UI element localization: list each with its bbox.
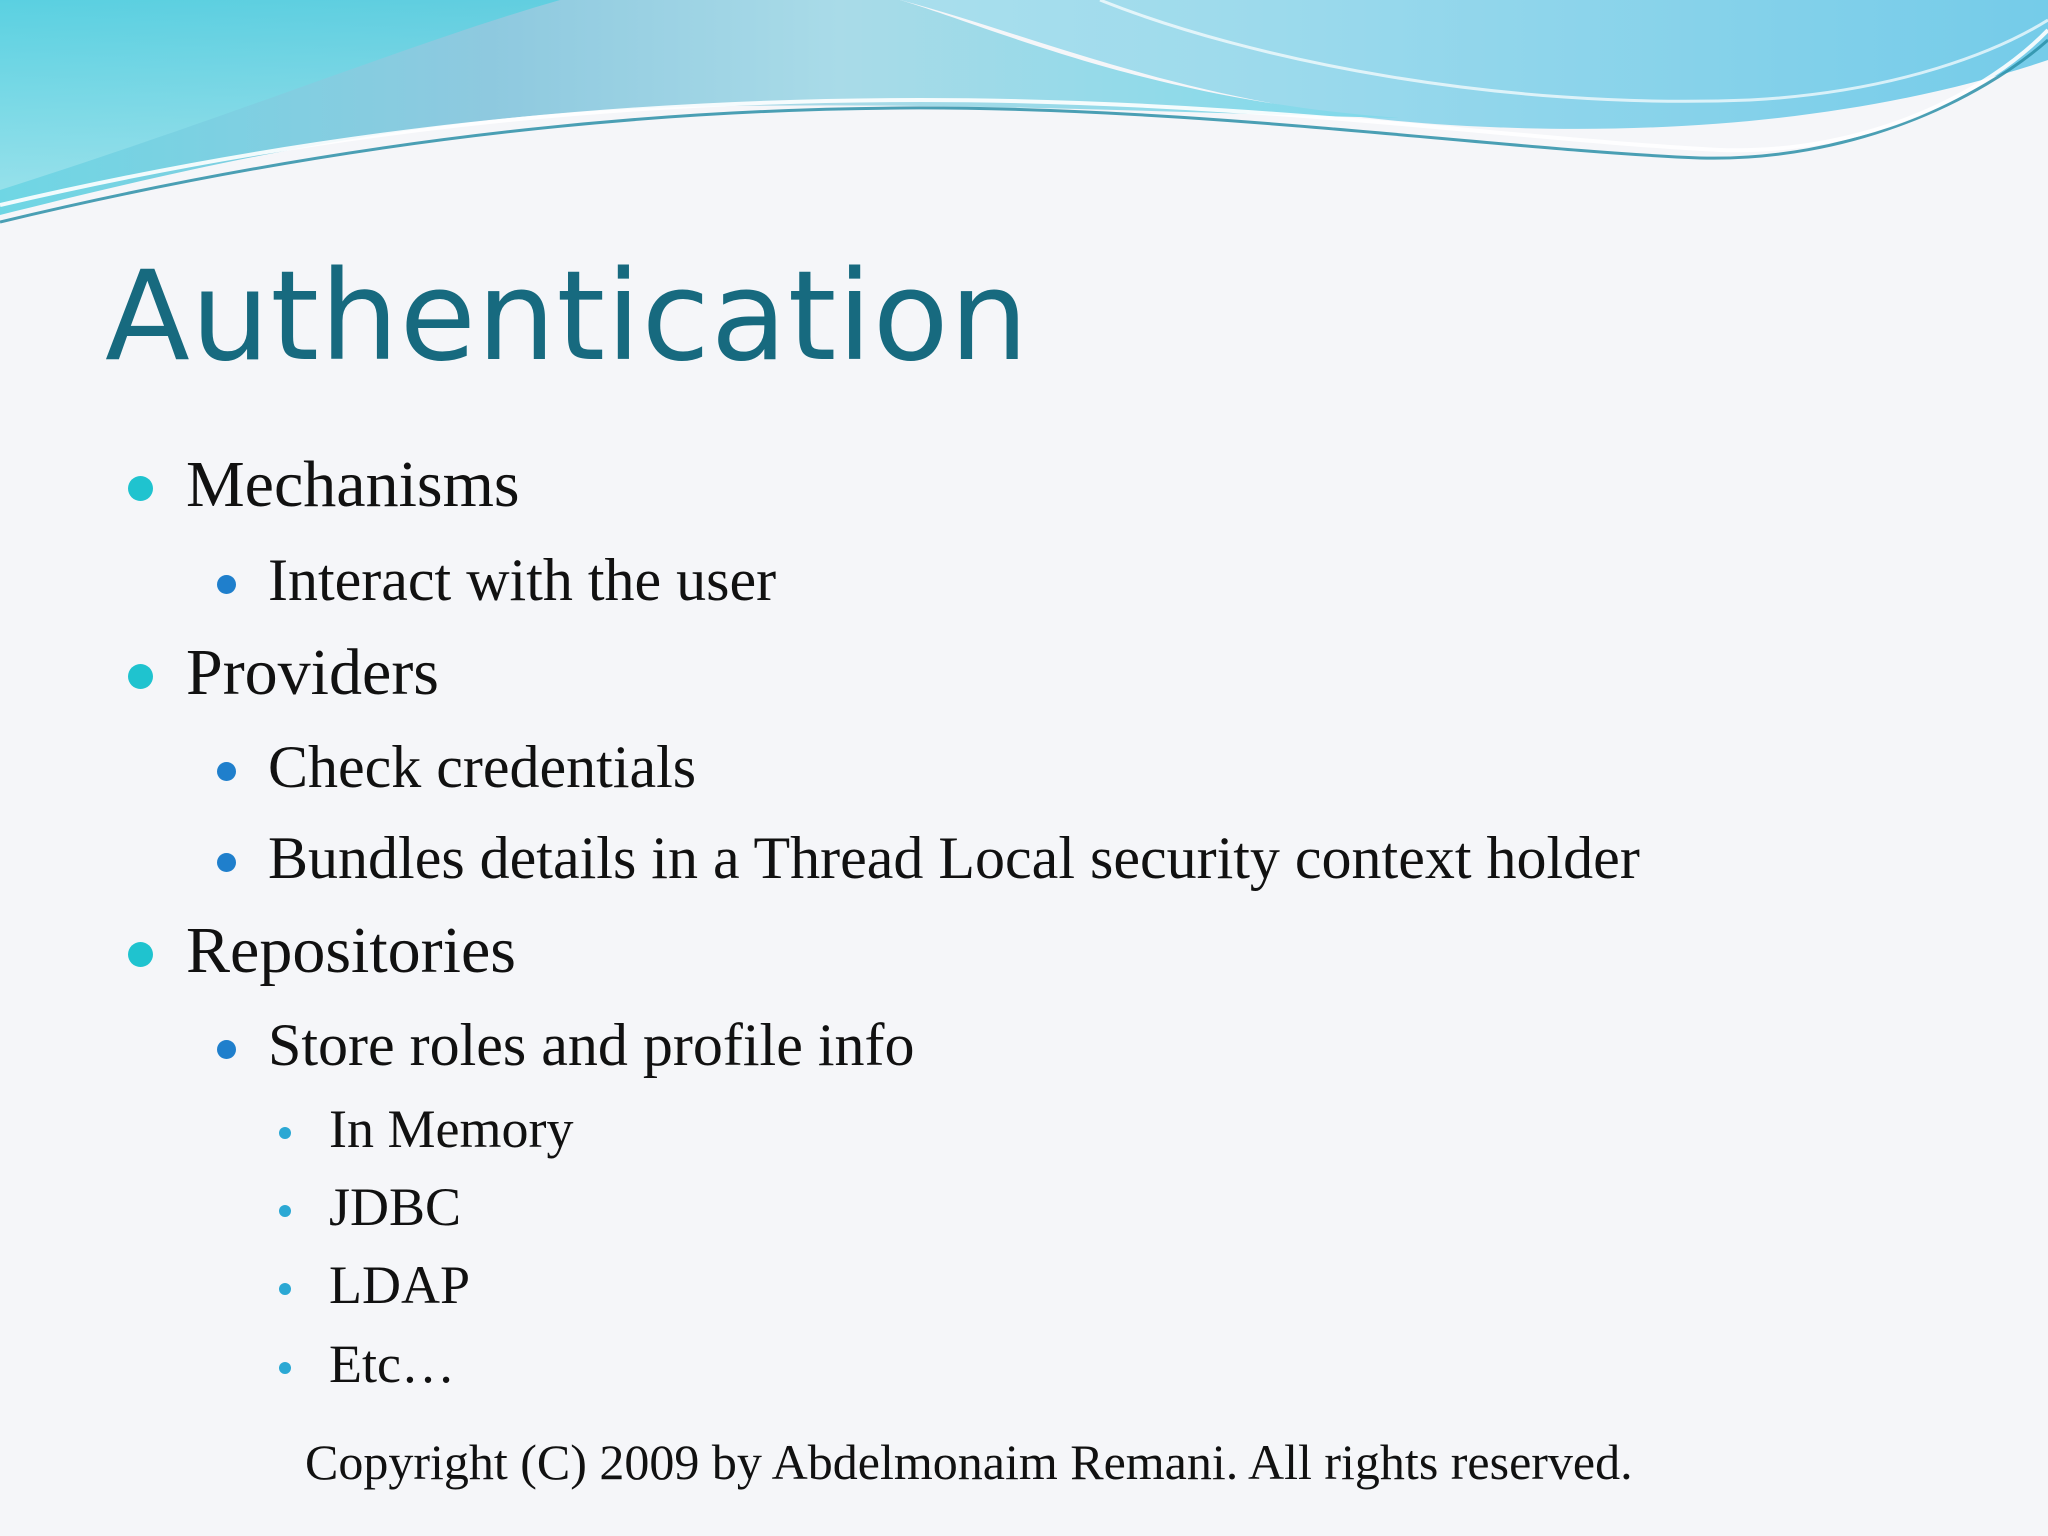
bullet-text: Etc… bbox=[329, 1334, 455, 1394]
bullet-dot-icon bbox=[128, 664, 153, 689]
bullet-item bbox=[329, 1099, 574, 1159]
bullet-item bbox=[268, 547, 777, 613]
bullet-item bbox=[268, 825, 1640, 891]
bullet-item bbox=[268, 734, 697, 800]
bullet-item bbox=[186, 914, 516, 987]
bullet-item bbox=[329, 1334, 455, 1394]
bullet-text: Check credentials bbox=[268, 734, 697, 800]
bullet-dot-icon bbox=[128, 476, 153, 501]
bullet-item bbox=[268, 1012, 915, 1078]
bullet-text: Providers bbox=[186, 636, 439, 709]
bullet-dot-icon bbox=[279, 1127, 291, 1139]
bullet-text: Interact with the user bbox=[268, 547, 777, 613]
bullet-item bbox=[186, 636, 439, 709]
bullet-text: JDBC bbox=[329, 1177, 462, 1237]
bullet-dot-icon bbox=[279, 1362, 291, 1374]
bullet-item bbox=[329, 1255, 471, 1315]
bullet-dot-icon bbox=[279, 1205, 291, 1217]
bullet-text: LDAP bbox=[329, 1255, 471, 1315]
copyright-footer: Copyright (C) 2009 by Abdelmonaim Remani. All rights reserved. bbox=[305, 1434, 1633, 1490]
bullet-text: Bundles details in a Thread Local security context holder bbox=[268, 825, 1640, 891]
slide-title: Authentication bbox=[105, 245, 1030, 389]
bullet-dot-icon bbox=[128, 942, 153, 967]
bullet-text: Mechanisms bbox=[186, 448, 520, 521]
bullet-dot-icon bbox=[217, 762, 236, 781]
bullet-dot-icon bbox=[217, 575, 236, 594]
bullet-text: In Memory bbox=[329, 1099, 574, 1159]
bullet-item bbox=[329, 1177, 462, 1237]
bullet-text: Repositories bbox=[186, 914, 516, 987]
bullet-dot-icon bbox=[217, 1040, 236, 1059]
bullet-dot-icon bbox=[279, 1283, 291, 1295]
bullet-item bbox=[186, 448, 520, 521]
bullet-text: Store roles and profile info bbox=[268, 1012, 915, 1078]
bullet-dot-icon bbox=[217, 853, 236, 872]
